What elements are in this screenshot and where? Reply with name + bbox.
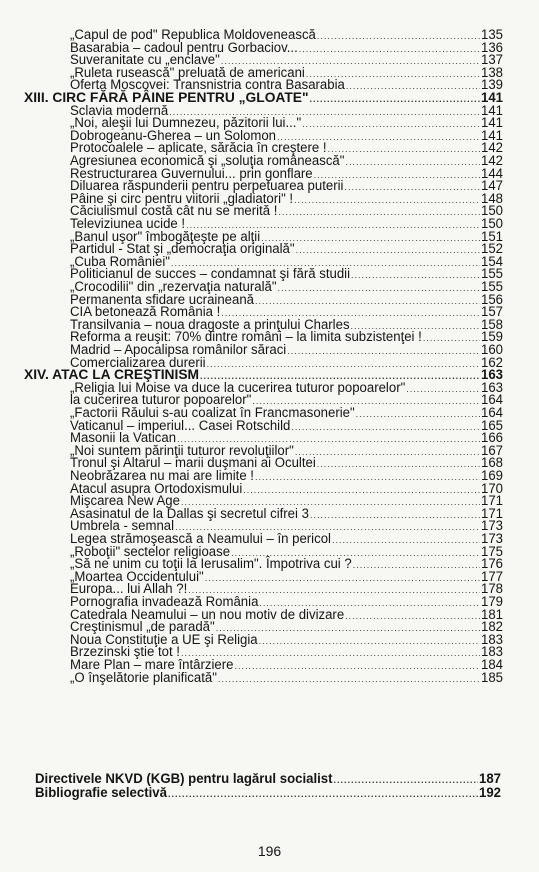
dot-leader — [317, 458, 480, 470]
toc-entry-title: Protocoalele – aplicate, sărăcia în creştere ! — [70, 140, 327, 156]
toc-entry-title: Diluarea răspunderii pentru perpetuarea puterii — [70, 177, 344, 194]
toc-entry-page: 164 — [480, 392, 503, 408]
toc-entry-title: CIA betonează România ! — [70, 303, 221, 320]
toc-entry-page: 154 — [480, 253, 503, 270]
toc-entry-title: Dobrogeanu-Gherea – un Solomon — [70, 127, 277, 144]
toc-entry-page: 135 — [480, 26, 503, 43]
toc-entry-title: „Noi, aleşii lui Dumnezeu, păzitorii lui..." — [70, 114, 302, 131]
toc-entry-title: „Să ne unim cu toţii la Ierusalim". Împotriva cui ? — [70, 555, 352, 572]
toc-entry-page: 151 — [480, 228, 503, 244]
toc-entry-page: 141 — [480, 127, 503, 144]
toc-entry-title: Sclavia modernă — [70, 102, 169, 118]
toc-entry-page: 183 — [480, 631, 503, 648]
toc-entry-title: Brzezinski ştie tot ! — [70, 644, 180, 660]
toc-entry-title: Catedrala Neamului – un nou motiv de divizare — [70, 606, 345, 622]
toc-entry-title: Creştinismul „de paradă" — [70, 618, 215, 635]
toc-entry-title: Tronul şi Altarul – marii duşmani ai Ocultei — [70, 455, 316, 471]
dot-leader — [356, 408, 480, 420]
toc-entry-page: 141 — [480, 89, 503, 106]
toc-entry-title: Agresiunea economică şi „soluţia românească" — [70, 152, 345, 169]
toc-entry-title: Partidul - Stat şi „democraţia originală" — [70, 240, 295, 257]
toc-entry-page: 166 — [480, 429, 503, 446]
toc-entry-page: 187 — [478, 770, 501, 787]
dot-leader — [345, 156, 480, 168]
toc-entry-title: „Noi suntem părinţii tuturor revoluţiilor" — [70, 442, 294, 459]
toc-entry-title: Oferta Moscovei: Transnistria contra Basarabia — [70, 77, 345, 93]
toc-entry-title: „Factorii Răului s-au coalizat în Francmasonerie" — [70, 404, 355, 421]
toc-entry-title: Asasinatul de la Dallas şi secretul cifrei 3 — [70, 505, 309, 522]
toc-entry-page: 147 — [480, 177, 503, 194]
toc-entry — [35, 784, 501, 801]
toc-entry-title: Bibliografie selectivă — [35, 784, 167, 801]
toc-entry-page: 173 — [480, 530, 503, 547]
toc-entry-title: „Crocodilii" din „rezervaţia naturală" — [70, 278, 277, 295]
dot-leader — [353, 559, 480, 571]
toc-entry-title: „Roboţii" sectelor religioase — [70, 543, 231, 559]
toc-entry-page: 142 — [480, 140, 503, 156]
toc-entry-title: Restructurarea Guvernului... prin gonflare — [70, 165, 313, 181]
toc-entry — [35, 770, 501, 787]
dot-leader — [328, 143, 480, 155]
toc-entry-page: 175 — [480, 543, 503, 559]
toc-entry-title: Umbrela - semnal — [70, 518, 175, 534]
dot-leader — [287, 345, 480, 357]
toc-entry-page: 141 — [480, 102, 503, 118]
toc-entry-title: Pornografia invadează România — [70, 593, 259, 610]
toc-entry-page: 167 — [480, 442, 503, 459]
toc-entry-title: Mişcarea New Age — [70, 492, 180, 509]
dot-leader — [346, 80, 480, 92]
toc-entry-page: 163 — [480, 379, 503, 396]
dot-leader — [317, 30, 480, 42]
toc-entry-page: 177 — [480, 568, 503, 585]
toc-entry-title: Neobrăzarea nu mai are limite ! — [70, 467, 254, 484]
dot-leader — [278, 206, 480, 218]
toc-entry-title: Directivele NKVD (KGB) pentru lagărul socialist — [35, 770, 333, 787]
toc-entry-title: Mare Plan – mare întârziere — [70, 656, 234, 673]
dot-leader — [423, 332, 480, 344]
toc-entry-title: „Moartea Occidentului" — [70, 568, 204, 585]
toc-entry-page: 184 — [480, 656, 503, 673]
dot-leader — [344, 181, 480, 193]
toc-entry-page: 144 — [480, 165, 503, 181]
dot-leader — [351, 269, 480, 281]
toc-entry-title: Pâine şi circ pentru viitorii „gladiatori" ! — [70, 190, 294, 207]
dot-leader — [255, 471, 480, 483]
dot-leader — [278, 282, 480, 294]
toc-entry-title: Căciulismul costă cât nu se merită ! — [70, 203, 278, 219]
toc-entry-page: 164 — [480, 404, 503, 421]
toc-entry-page: 192 — [478, 784, 501, 801]
toc-entry-title: Europa... lui Allah ?! — [70, 581, 188, 597]
toc-entry-title: Noua Constituţie a UE şi Religia — [70, 631, 258, 648]
toc-entry-title: „Ruleta rusească" preluată de americani — [70, 64, 305, 81]
toc-entry-title: Politicianul de succes – condamnat şi fără studii — [70, 266, 351, 282]
toc-entry-page: 156 — [480, 291, 503, 307]
toc-entry-page: 150 — [480, 203, 503, 219]
toc-entry-title: Permanenta sfidare ucraineană — [70, 291, 255, 307]
dot-leader — [334, 774, 478, 786]
toc-entry-page: 152 — [480, 240, 503, 257]
toc-entry-title: Transilvania – noua dragoste a prinţului Charles — [70, 316, 350, 333]
dot-leader — [168, 788, 478, 800]
dot-leader — [218, 672, 480, 684]
toc-entry-page: 139 — [480, 77, 503, 93]
toc-entry-page: 179 — [480, 593, 503, 610]
toc-entry-title: XIV. ATAC LA CREŞTINISM — [24, 366, 200, 383]
toc-entry-page: 171 — [480, 505, 503, 522]
toc-entry-page: 137 — [480, 51, 503, 68]
toc-entry-page: 168 — [480, 455, 503, 471]
dot-leader — [310, 93, 480, 105]
toc-entry-page: 160 — [480, 341, 503, 358]
toc-entry-page: 155 — [480, 266, 503, 282]
toc-entry-page: 185 — [480, 669, 503, 685]
toc-entry-title: „O înşelătorie planificată" — [70, 669, 217, 685]
page-number: 196 — [257, 843, 282, 859]
toc-entry-title: Vaticanul – imperiul... Casei Rotschild — [70, 417, 291, 433]
dot-leader — [234, 660, 480, 672]
toc-entry-title: „Banul uşor" îmbogăţeşte pe alţii — [70, 228, 261, 244]
toc-entry-title: Madrid – Apocalipsa românilor săraci — [70, 341, 287, 358]
toc-entry-page: 173 — [480, 518, 503, 534]
toc-entry-page: 138 — [480, 64, 503, 81]
toc-entry-page: 183 — [480, 644, 503, 660]
toc-entry-page: 171 — [480, 492, 503, 509]
toc-entry-title: Comercializarea durerii — [70, 354, 206, 370]
toc-entry-page: 165 — [480, 417, 503, 433]
toc-entry-page: 162 — [480, 354, 503, 370]
toc-entry-title: „Religia lui Moise va duce la cucerirea tuturor popoarelor" — [70, 379, 406, 396]
toc-entry-title: Televiziunea ucide ! — [70, 215, 186, 232]
toc-entry-page: 155 — [480, 278, 503, 295]
toc-entry — [70, 671, 503, 683]
toc-entry-page: 178 — [480, 581, 503, 597]
toc-entry-page: 136 — [480, 39, 503, 55]
toc-entry-page: 141 — [480, 114, 503, 131]
toc-entry-title: Suveranitate cu „enclave" — [70, 51, 220, 68]
toc-entry-title: Masonii la Vatican — [70, 429, 177, 446]
dot-leader — [296, 244, 480, 256]
dot-leader — [332, 534, 480, 546]
toc-entry-page: 181 — [480, 606, 503, 622]
toc-entry-title: „Cuba României" — [70, 253, 170, 270]
toc-entry-page: 170 — [480, 480, 503, 496]
toc-entry-page: 182 — [480, 618, 503, 635]
toc-entry-title: Atacul asupra Ortodoxismului — [70, 480, 243, 496]
toc-entry-title: Reforma a reuşit: 70% dintre români – la limita subzistenţei ! — [70, 329, 422, 345]
toc-entry-title: „Capul de pod" Republica Moldovenească — [70, 26, 316, 43]
toc-entry-page: 176 — [480, 555, 503, 572]
toc-entry-page: 150 — [480, 215, 503, 232]
toc-entry-title: la cucerirea tuturor popoarelor" — [70, 392, 252, 408]
toc-entry-page: 158 — [480, 316, 503, 333]
toc-entry-page: 142 — [480, 152, 503, 169]
toc-entry-page: 148 — [480, 190, 503, 207]
dot-leader — [302, 118, 480, 130]
toc-entry-title: Legea strămoşească a Neamului – în pericol — [70, 530, 331, 547]
toc-entry-page: 159 — [480, 329, 503, 345]
toc-entry-title: Basarabia – cadoul pentru Gorbaciov... — [70, 39, 298, 55]
toc-entry-title: XIII. CIRC FĂRĂ PÂINE PENTRU „GLOATE" — [24, 89, 309, 106]
toc-entry-page: 169 — [480, 467, 503, 484]
toc-entry-page: 157 — [480, 303, 503, 320]
toc-entry-page: 163 — [480, 366, 503, 383]
